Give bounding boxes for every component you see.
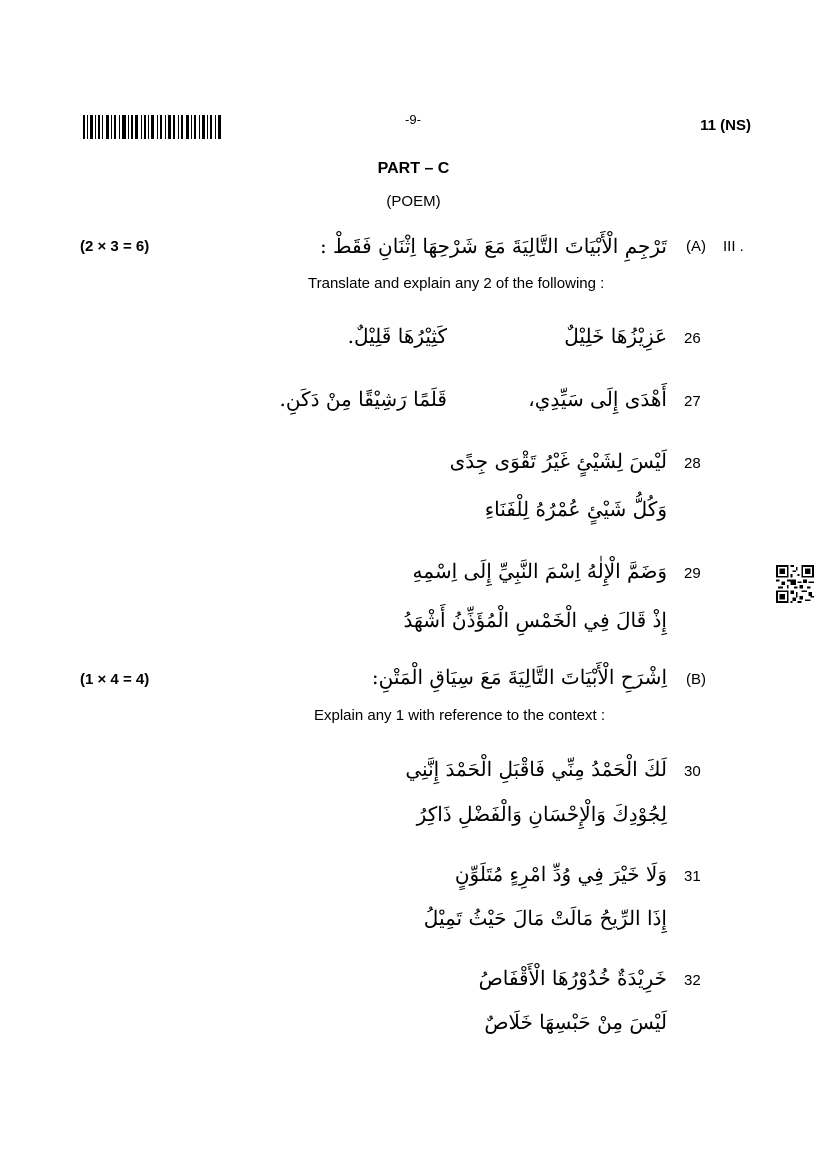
q27-left-hemistich: قَلَمًا رَشِيْقًا مِنْ دَكَنِ. (279, 387, 447, 411)
marks-section-a: (2 × 3 = 6) (80, 238, 150, 255)
qr-code (776, 565, 814, 603)
question-number-32: 32 (684, 972, 701, 989)
q30-line-2: لِجُوْدِكَ وَالْإِحْسَانِ وَالْفَضْلِ ذَاكِرُ (416, 802, 667, 826)
page-number: -9- (405, 112, 421, 127)
q31-line-1: وَلَا خَيْرَ فِي وُدِّ امْرِءٍ مُتَلَوِّنٍ (454, 862, 667, 886)
section-a-label: (A) (686, 238, 706, 255)
q31-line-2: إِذَا الرِّيحُ مَالَتْ مَالَ حَيْثُ تَمِيْلُ (423, 906, 667, 930)
q26-right-hemistich: عَزِيْزُهَا خَلِيْلٌ (564, 324, 667, 348)
section-a-english-instruction: Translate and explain any 2 of the following : (308, 275, 605, 292)
q28-line-2: وَكُلُّ شَيْئٍ عُمْرُهُ لِلْفَنَاءِ (484, 497, 667, 521)
q26-left-hemistich: كَثِيْرُهَا قَلِيْلٌ. (347, 324, 447, 348)
q30-line-1: لَكَ الْحَمْدُ مِنِّي فَاقْبَلِ الْحَمْدَ إِنَّنِي (405, 757, 667, 781)
q32-line-1: خَرِيْدَةٌ خُدُوْرُهَا الْأَقْفَاصُ (478, 966, 667, 990)
question-number-31: 31 (684, 868, 701, 885)
question-number-29: 29 (684, 565, 701, 582)
section-a-arabic-instruction: تَرْجِمِ الْأَبْيَاتَ التَّالِيَةَ مَعَ شَرْحِهَا اِثْنَانِ فَقَطْ : (319, 234, 667, 258)
q32-line-2: لَيْسَ مِنْ حَبْسِهَا خَلَاصٌ (484, 1010, 667, 1034)
q28-line-1: لَيْسَ لِشَيْئٍ غَيْرُ تَقْوَى جِدًى (449, 449, 667, 473)
marks-section-b: (1 × 4 = 4) (80, 671, 150, 688)
q29-line-1: وَضَمَّ الْإِلٰهُ اِسْمَ النَّبِيِّ إِلَى اِسْمِهِ (412, 559, 667, 583)
paper-code: 11 (NS) (700, 117, 751, 134)
q29-line-2: إِذْ قَالَ فِي الْخَمْسِ الْمُؤَذِّنُ أَشْهَدُ (403, 608, 667, 632)
question-number-28: 28 (684, 455, 701, 472)
part-title: PART – C (377, 160, 450, 177)
section-b-english-instruction: Explain any 1 with reference to the context : (314, 707, 605, 724)
question-number-26: 26 (684, 330, 701, 347)
q27-right-hemistich: أَهْدَى إِلَى سَيِّدِي، (528, 387, 667, 411)
section-b-label: (B) (686, 671, 706, 688)
question-number-30: 30 (684, 763, 701, 780)
question-number-27: 27 (684, 393, 701, 410)
section-title: (POEM) (386, 193, 441, 210)
question-roman-number: III . (723, 238, 744, 255)
barcode (83, 115, 221, 139)
section-b-arabic-instruction: اِشْرَحِ الْأَبْيَاتَ التَّالِيَةَ مَعَ سِيَاقِ الْمَتْنِ: (371, 665, 667, 689)
